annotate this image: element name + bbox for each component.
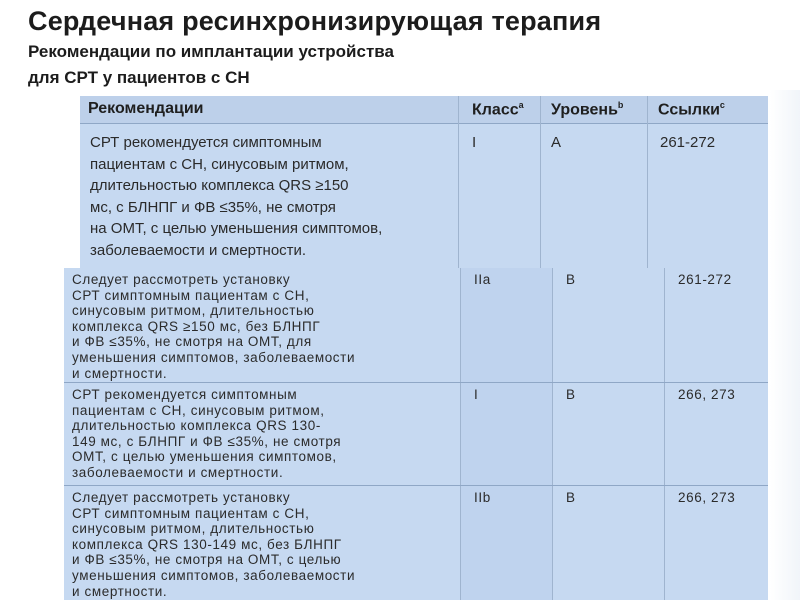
- header-level: Уровень$^b$: [551, 100, 624, 119]
- table-row: [64, 268, 768, 382]
- row4-level: B: [566, 490, 576, 505]
- text-line: и смертности.: [72, 583, 168, 599]
- text-line: и ФВ ≤35%, не смотря на ОМТ, с целью: [72, 552, 342, 568]
- text-line: комплекса QRS ≥150 мс, без БЛНПГ: [72, 318, 321, 334]
- text-line: комплекса QRS 130-149 мс, без БЛНПГ: [72, 536, 342, 552]
- row1-recommendation: [90, 132, 456, 261]
- slide-subtitle-line1: Рекомендации по имплантации устройства: [28, 42, 394, 61]
- text-line: СРТ симптомным пациентам с СН,: [72, 505, 310, 521]
- row2-level: B: [566, 272, 576, 287]
- text-line: СРТ рекомендуется симптомным: [90, 134, 322, 151]
- text-line: синусовым ритмом, длительностью: [72, 521, 315, 537]
- text-line: уменьшения симптомов, заболеваемости: [72, 349, 356, 365]
- row4-recommendation: [72, 490, 458, 599]
- text-line: длительностью комплекса QRS 130-: [72, 418, 321, 434]
- text-line: пациентам с СН, синусовым ритмом,: [90, 155, 349, 173]
- row3-level: B: [566, 387, 576, 402]
- header-recommendations: Рекомендации: [88, 100, 204, 117]
- row3-recommendation: [72, 387, 458, 481]
- row1-class: I: [472, 134, 477, 151]
- slide-subtitle-line2: для СРТ у пациентов с СН: [28, 68, 250, 87]
- column-divider: [458, 96, 459, 268]
- row2-refs: 261-272: [678, 272, 732, 287]
- column-divider: [647, 96, 648, 268]
- header-refs: Ссылки$^c$: [658, 100, 725, 119]
- row4-refs: 266, 273: [678, 490, 736, 505]
- row2-recommendation: [72, 272, 458, 381]
- row1-refs: 261-272: [660, 134, 716, 151]
- text-line: и ФВ ≤35%, не смотря на ОМТ, для: [72, 334, 312, 350]
- text-line: мс, с БЛНПГ и ФВ ≤35%, не смотря: [90, 198, 336, 216]
- text-line: СРТ симптомным пациентам с СН,: [72, 287, 310, 303]
- text-line: заболеваемости и смертности.: [72, 464, 284, 480]
- recommendations-table-top: [80, 96, 768, 268]
- text-line: Следует рассмотреть установку: [72, 490, 291, 505]
- text-line: пациентам с СН, синусовым ритмом,: [72, 402, 325, 418]
- text-line: ОМТ, с целью уменьшения симптомов,: [72, 449, 337, 465]
- recommendations-table-bottom: [64, 268, 768, 600]
- text-line: синусовым ритмом, длительностью: [72, 303, 315, 319]
- column-divider: [540, 96, 541, 268]
- table-row: [64, 485, 768, 600]
- text-line: и смертности.: [72, 365, 168, 381]
- slide-title: Сердечная ресинхронизирующая терапия: [28, 6, 602, 36]
- row3-refs: 266, 273: [678, 387, 736, 402]
- text-line: 149 мс, с БЛНПГ и ФВ ≤35%, не смотря: [72, 433, 342, 449]
- text-line: заболеваемости и смертности.: [90, 241, 307, 259]
- table-row: [64, 382, 768, 485]
- row4-class: IIb: [474, 490, 491, 505]
- text-line: на ОМТ, с целью уменьшения симптомов,: [90, 220, 383, 237]
- text-line: уменьшения симптомов, заболеваемости: [72, 567, 356, 583]
- page-edge-shadow: [770, 90, 800, 600]
- row2-class: IIa: [474, 272, 491, 287]
- text-line: длительностью комплекса QRS ≥150: [90, 177, 349, 194]
- header-class: Класс$^a$: [472, 100, 524, 119]
- row1-level: A: [551, 134, 562, 151]
- text-line: Следует рассмотреть установку: [72, 272, 291, 287]
- text-line: СРТ рекомендуется симптомным: [72, 387, 298, 402]
- row3-class: I: [474, 387, 479, 402]
